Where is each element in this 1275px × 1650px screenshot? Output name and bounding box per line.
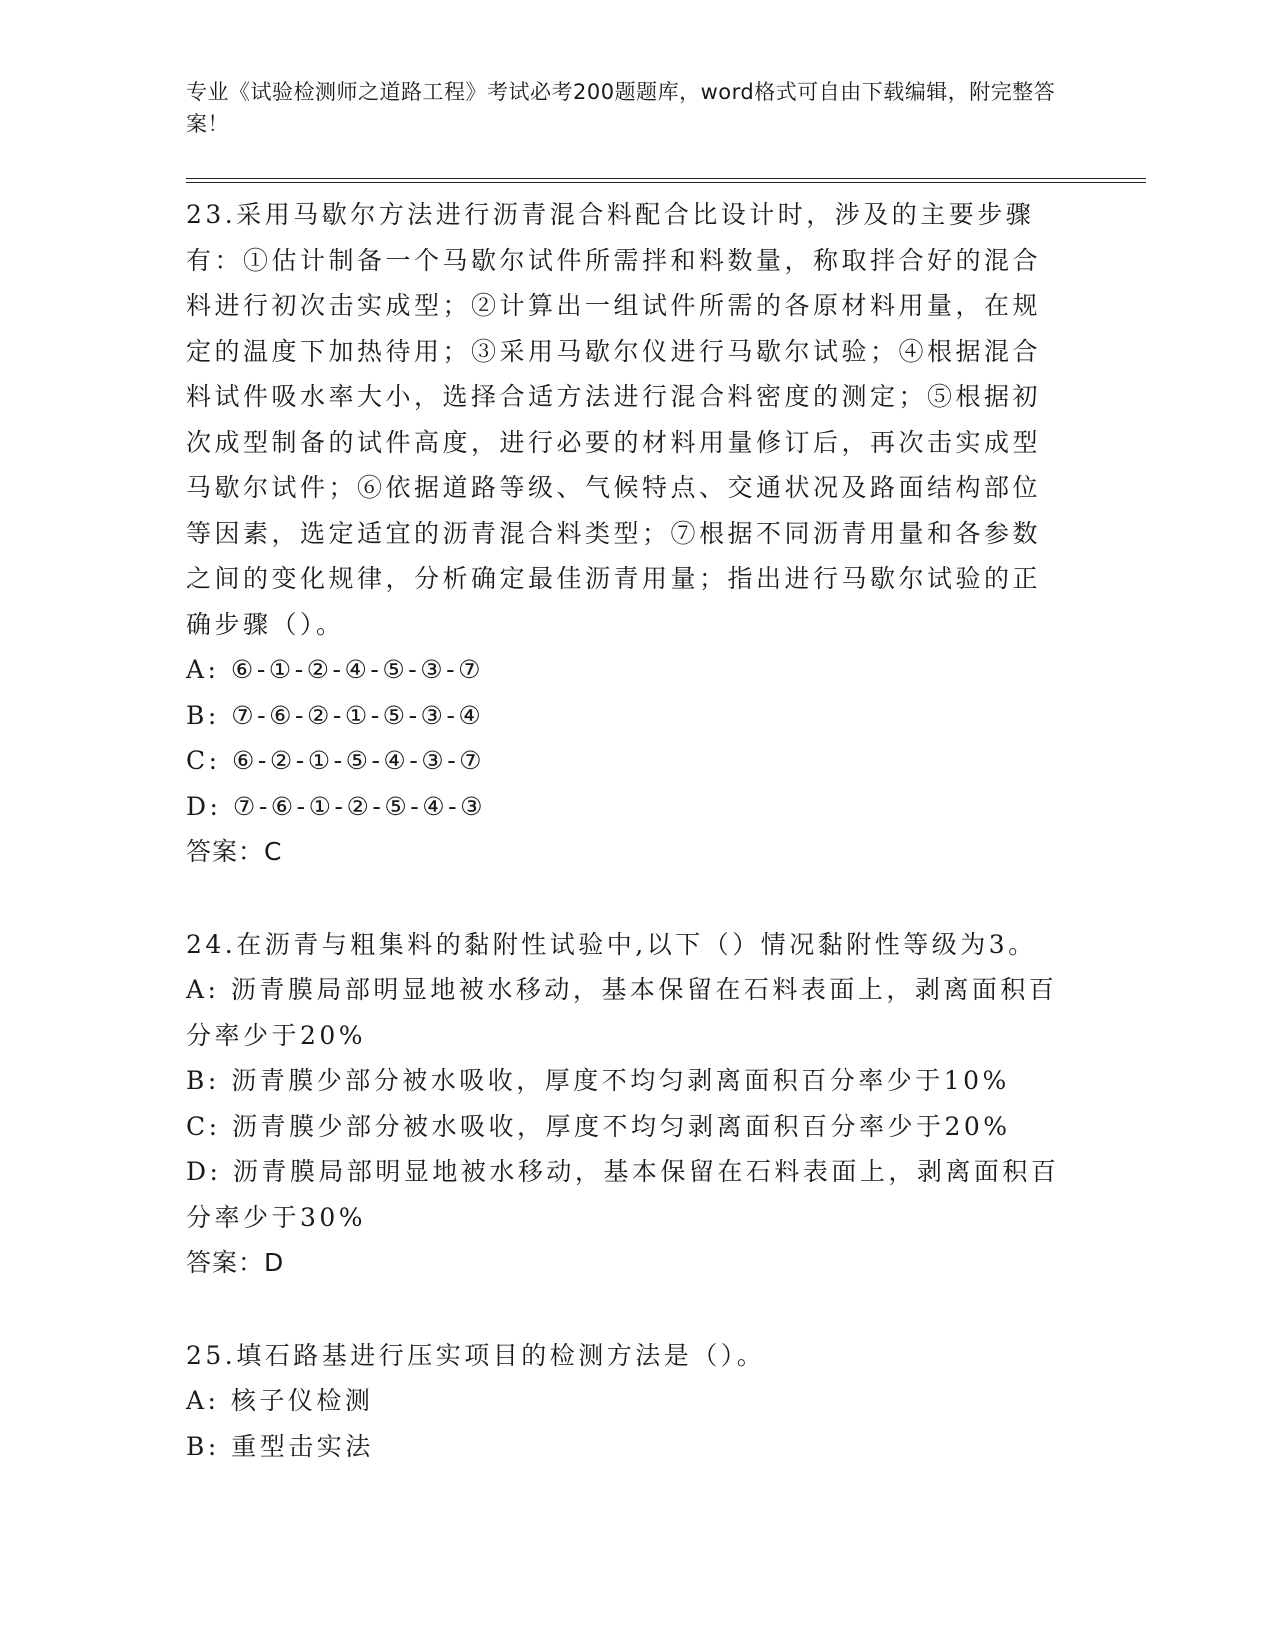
answer-text: 答案：D <box>186 1248 285 1277</box>
question-23 <box>186 192 1066 875</box>
answer-text: 答案：C <box>186 837 283 866</box>
option-b: B: 沥青膜少部分被水吸收，厚度不均匀剥离面积百分率少于10% <box>186 1066 1010 1095</box>
question-stem: 25.填石路基进行压实项目的检测方法是（）。 <box>186 1340 766 1370</box>
question-list <box>186 190 1066 1469</box>
question-stem: 23.采用马歇尔方法进行沥青混合料配合比设计时，涉及的主要步骤有：①估计制备一个马歇尔试件所需拌和料数量，称取拌合好的混合料进行初次击实成型；②计算出一组试件所需的各原材料用量，在规定的温度下加热待用；③采用马歇尔仪进行马歇尔试验；④根据混合料试件吸水率大小，选择合适方法进行混合料密度的测定；⑤根据初次成型制备的试件高度，进行必要的材料用量修订后，再次击实成型马歇尔试件；⑥依据道路等级、气候特点、交通状况及路面结构部位等因素，选定适宜的沥青混合料类型；⑦根据不同沥青用量和各参数之间的变化规律，分析确定最佳沥青用量；指出进行马歇尔试验的正确步骤（）。 <box>186 200 1042 639</box>
option-a: A: 核子仪检测 <box>186 1386 374 1415</box>
question-spacer <box>186 1286 1066 1331</box>
option-a: A: ⑥-①-②-④-⑤-③-⑦ <box>186 655 484 684</box>
question-spacer <box>186 875 1066 920</box>
header-divider-top <box>186 178 1146 179</box>
document-header: 专业《试验检测师之道路工程》考试必考200题题库，word格式可自由下载编辑，附完整答案！ <box>186 80 1056 136</box>
option-b: B: ⑦-⑥-②-①-⑤-③-④ <box>186 700 485 730</box>
option-b: B: 重型击实法 <box>186 1431 374 1461</box>
option-c: C: ⑥-②-①-⑤-④-③-⑦ <box>186 746 486 775</box>
question-25 <box>186 1333 1066 1470</box>
header-divider-bottom <box>186 182 1146 183</box>
question-stem: 24.在沥青与粗集料的黏附性试验中,以下（）情况黏附性等级为3。 <box>186 929 1037 959</box>
option-d: D: 沥青膜局部明显地被水移动，基本保留在石料表面上，剥离面积百分率少于30% <box>186 1157 1060 1232</box>
option-d: D: ⑦-⑥-①-②-⑤-④-③ <box>186 791 486 821</box>
question-24 <box>186 922 1066 1286</box>
option-a: A: 沥青膜局部明显地被水移动，基本保留在石料表面上，剥离面积百分率少于20% <box>186 975 1058 1050</box>
option-c: C: 沥青膜少部分被水吸收，厚度不均匀剥离面积百分率少于20% <box>186 1111 1011 1141</box>
